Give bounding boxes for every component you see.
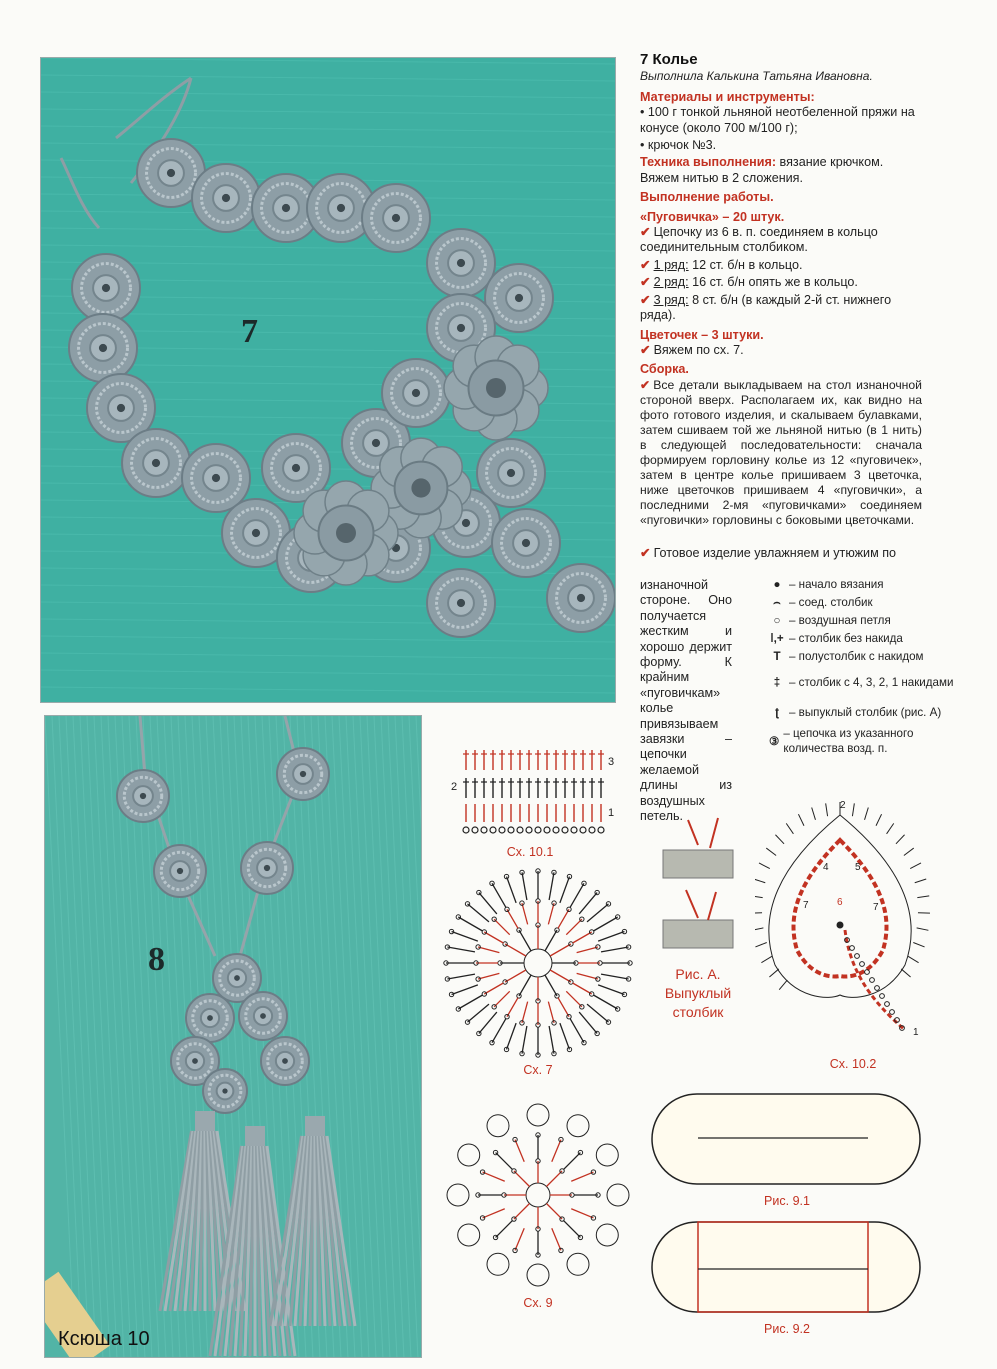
stitch-spoke bbox=[546, 1171, 562, 1187]
rose-core bbox=[486, 378, 506, 398]
chain-stitch bbox=[535, 827, 541, 833]
materials-heading: Материалы и инструменты: bbox=[640, 89, 815, 104]
pendant-image bbox=[45, 716, 422, 1358]
diagram-number: 7 bbox=[803, 900, 809, 911]
start-dot bbox=[837, 922, 844, 929]
chain-stitch bbox=[544, 827, 550, 833]
stitch-spoke bbox=[522, 903, 528, 924]
stitch-spoke bbox=[755, 896, 763, 898]
stitch-spoke bbox=[560, 877, 570, 903]
legend-label: – воздушная петля bbox=[789, 613, 891, 627]
stitch-spoke bbox=[570, 883, 584, 907]
bead-hole bbox=[457, 259, 465, 267]
chain-stitch bbox=[492, 917, 496, 921]
diagram-number: 1 bbox=[913, 1027, 919, 1038]
necklace-image bbox=[41, 58, 616, 703]
pattern-outline bbox=[652, 1222, 920, 1312]
stitch-spoke bbox=[570, 1018, 584, 1042]
stitch-spoke bbox=[458, 995, 482, 1009]
chain-stitch bbox=[463, 827, 469, 833]
bead-hole bbox=[99, 344, 107, 352]
stitch-spoke bbox=[447, 947, 475, 952]
check-icon: ✔ bbox=[640, 342, 651, 357]
chain-stitch bbox=[517, 827, 523, 833]
stitch-spoke bbox=[546, 1203, 562, 1219]
legend-label: – цепочка из указанного количества возд. п. bbox=[783, 727, 914, 755]
stitch-spoke bbox=[917, 896, 929, 898]
legend-row bbox=[765, 629, 965, 647]
chain-stitch bbox=[553, 827, 559, 833]
stitch-spoke bbox=[558, 909, 569, 928]
chain-stitch bbox=[472, 827, 478, 833]
stitch-spoke bbox=[913, 943, 924, 947]
bead-hole bbox=[117, 404, 125, 412]
stitch-spoke bbox=[901, 969, 910, 977]
single-crochet-icon: ǀ,+ bbox=[770, 631, 784, 645]
chain-icon: ○ bbox=[773, 613, 781, 627]
materials-item: • крючок №3. bbox=[640, 138, 717, 153]
stitch-spoke bbox=[587, 904, 608, 922]
chain-stitch bbox=[562, 827, 568, 833]
diagram-number: 4 bbox=[823, 862, 829, 873]
diagram-number: 2 bbox=[840, 800, 846, 811]
stitch-spoke bbox=[468, 904, 489, 922]
stitch-spoke bbox=[904, 848, 914, 855]
picot-loop bbox=[458, 1224, 480, 1246]
legend-row bbox=[765, 575, 965, 593]
necklace-photo bbox=[40, 57, 616, 703]
stitch-spoke bbox=[766, 848, 776, 855]
stitch-spoke bbox=[545, 975, 557, 996]
caption-sx10-1: Сх. 10.1 bbox=[506, 845, 554, 859]
picot-loop bbox=[447, 1184, 469, 1206]
legend-label: – выпуклый столбик (рис. А) bbox=[789, 705, 942, 719]
stitch-spoke bbox=[550, 970, 571, 982]
bead-hole bbox=[282, 1058, 288, 1064]
hook-path bbox=[686, 890, 716, 920]
stitch-spoke bbox=[598, 932, 624, 942]
bead-hole bbox=[292, 464, 300, 472]
bead-hole bbox=[140, 793, 146, 799]
picot-loop bbox=[596, 1224, 618, 1246]
step-prefix: 1 ряд: bbox=[653, 257, 689, 272]
stitch-spoke bbox=[552, 1228, 561, 1250]
stitch-spoke bbox=[519, 930, 531, 951]
chain-stitch bbox=[598, 827, 604, 833]
pendant-photo bbox=[44, 715, 422, 1358]
final-text-a bbox=[640, 546, 922, 561]
stitch-spoke bbox=[798, 814, 804, 826]
stitch-spoke bbox=[915, 879, 926, 883]
stitch-spoke bbox=[484, 983, 503, 994]
chain-stitch bbox=[508, 827, 514, 833]
slip-stitch-icon: ⌢ bbox=[773, 595, 781, 609]
stitch-spoke bbox=[786, 823, 793, 833]
legend-row bbox=[765, 725, 965, 757]
bead-hole bbox=[282, 204, 290, 212]
row-label: 3 bbox=[608, 756, 615, 768]
chain-stitch bbox=[860, 962, 865, 967]
legend-label: – столбик без накида bbox=[789, 631, 903, 645]
stitch-spoke bbox=[549, 1026, 554, 1054]
bead-hole bbox=[222, 194, 230, 202]
chain-stitch bbox=[571, 827, 577, 833]
bead-hole bbox=[177, 868, 183, 874]
stitch-spoke bbox=[587, 1004, 608, 1022]
article-text bbox=[640, 52, 922, 530]
chain-stitch bbox=[855, 954, 860, 959]
stitch-spoke bbox=[507, 1023, 517, 1049]
chain-stitch bbox=[499, 827, 505, 833]
stitch-spoke bbox=[826, 803, 828, 816]
chain-stitch bbox=[880, 994, 885, 999]
chain-stitch bbox=[490, 827, 496, 833]
figure-post-stitch bbox=[658, 810, 738, 960]
hook-path bbox=[688, 818, 718, 848]
chain-stitch bbox=[578, 1150, 582, 1154]
stitch-spoke bbox=[887, 823, 894, 833]
button-heading: «Пуговичка» – 20 штук. bbox=[640, 209, 785, 224]
bead-hole bbox=[372, 439, 380, 447]
rose-core bbox=[336, 523, 356, 543]
picot-loop bbox=[567, 1253, 589, 1275]
technique-heading: Техника выполнения: bbox=[640, 155, 777, 170]
chain-stitch bbox=[493, 1235, 497, 1239]
stitch-spoke bbox=[573, 932, 592, 943]
stitch-spoke bbox=[577, 947, 598, 953]
fabric-swatch bbox=[663, 850, 733, 878]
bead-hole bbox=[152, 459, 160, 467]
stitch-spoke bbox=[812, 807, 816, 819]
stitch-spoke bbox=[515, 1140, 524, 1162]
stitch-spoke bbox=[505, 944, 526, 956]
chain-stitch bbox=[870, 978, 875, 983]
picot-loop bbox=[527, 1264, 549, 1286]
diagram-number: 6 bbox=[837, 897, 843, 908]
work-heading: Выполнение работы. bbox=[640, 190, 774, 205]
picot-loop bbox=[487, 1115, 509, 1137]
caption-sx7: Сх. 7 bbox=[523, 1063, 553, 1077]
stitch-spoke bbox=[505, 970, 526, 982]
diagram-sx7 bbox=[438, 868, 638, 1058]
stitch-spoke bbox=[478, 947, 499, 953]
chain-stitch bbox=[526, 827, 532, 833]
stitch-spoke bbox=[852, 803, 854, 816]
bead-hole bbox=[192, 1058, 198, 1064]
magazine-name: Ксюша 10 bbox=[58, 1328, 150, 1350]
final-text-a-content: Готовое изделие увлажняем и утюжим по bbox=[653, 546, 897, 560]
stitch-spoke bbox=[917, 928, 929, 930]
picot-loop bbox=[607, 1184, 629, 1206]
chain-stitch bbox=[578, 1235, 582, 1239]
photo-number-7: 7 bbox=[241, 313, 258, 350]
row-label: 1 bbox=[608, 807, 615, 819]
bead-hole bbox=[412, 389, 420, 397]
step-prefix: 2 ряд: bbox=[653, 275, 689, 290]
stitch-spoke bbox=[577, 973, 598, 979]
stitch-spoke bbox=[515, 1228, 524, 1250]
stitch-spoke bbox=[755, 879, 765, 883]
stitch-spoke bbox=[492, 883, 506, 907]
bead-hole bbox=[337, 204, 345, 212]
stitch-spoke bbox=[494, 919, 510, 935]
stitch-spoke bbox=[566, 991, 582, 1007]
bead-hole bbox=[212, 474, 220, 482]
article-author: Выполнила Калькина Татьяна Ивановна. bbox=[640, 69, 873, 84]
chain-stitch bbox=[580, 917, 584, 921]
stitch-spoke bbox=[492, 1018, 506, 1042]
stitch-spoke bbox=[563, 1153, 580, 1170]
picot-loop bbox=[567, 1115, 589, 1137]
stitch-spoke bbox=[447, 974, 475, 979]
stitch-spoke bbox=[579, 1012, 597, 1033]
stitch-spoke bbox=[479, 893, 497, 914]
stitch-spoke bbox=[549, 872, 554, 900]
legend-row bbox=[765, 611, 965, 629]
center-ring bbox=[524, 949, 552, 977]
bead-hole bbox=[457, 324, 465, 332]
bead-hole bbox=[577, 594, 585, 602]
caption-ris-9-1: Рис. 9.1 bbox=[764, 1194, 810, 1208]
stitch-spoke bbox=[593, 917, 617, 931]
legend-label: – соед. столбик bbox=[789, 595, 873, 609]
stitch-spoke bbox=[484, 932, 503, 943]
bead-hole bbox=[507, 469, 515, 477]
stitch-spoke bbox=[769, 969, 778, 977]
stitch-spoke bbox=[558, 998, 569, 1017]
stitch-spoke bbox=[452, 932, 478, 942]
stitch-spoke bbox=[775, 835, 784, 844]
bead-hole bbox=[222, 1088, 227, 1093]
center-ring bbox=[526, 1183, 550, 1207]
caption-ris-9-2: Рис. 9.2 bbox=[764, 1322, 810, 1336]
diagram-number: 5 bbox=[855, 862, 861, 873]
legend-label: – начало вязания bbox=[789, 577, 884, 591]
stitch-spoke bbox=[876, 814, 882, 826]
bead-hole bbox=[515, 294, 523, 302]
article-title: 7 Колье bbox=[640, 51, 698, 68]
step-text: Цепочку из 6 в. п. соединяем в кольцо соединительным столбиком. bbox=[640, 225, 878, 255]
legend-row bbox=[765, 699, 965, 725]
half-double-icon: T bbox=[773, 649, 781, 663]
bead-hole bbox=[260, 1013, 266, 1019]
chain-stitch bbox=[481, 827, 487, 833]
stitch-spoke bbox=[483, 1172, 505, 1181]
legend-row bbox=[765, 665, 965, 699]
stitch-spoke bbox=[598, 985, 624, 995]
chain-stitch bbox=[492, 1005, 496, 1009]
stitch-spoke bbox=[522, 872, 527, 900]
treble-icon: ‡ bbox=[773, 675, 781, 689]
chain-stitch bbox=[580, 827, 586, 833]
diagram-sx9 bbox=[438, 1100, 638, 1290]
check-icon: ✔ bbox=[640, 377, 651, 392]
chain-stitch bbox=[865, 970, 870, 975]
flower-heading: Цветочек – 3 штуки. bbox=[640, 327, 764, 342]
stitch-spoke bbox=[601, 947, 629, 952]
chain-stitch bbox=[890, 1010, 895, 1015]
step-text: 16 ст. б/н опять же в кольцо. bbox=[688, 275, 858, 290]
diagram-number: 7 bbox=[873, 902, 879, 913]
stitch-spoke bbox=[759, 863, 770, 869]
stitch-spoke bbox=[522, 1026, 527, 1054]
assembly-text: Все детали выкладываем на стол изнаночной стороной вверх. Располагаем их, как видно на фото готового изделия, и скалываем булавками, затем сшиваем той же льняной нитью (в 1 нить) в следующей последовательности: сначала формируем горловину колье из 12 «пуговичек», затем в центре колье пришиваем 3 цветочка, ниже цветочков пришиваем 4 «пуговички», а последними 2-мя «пуговичками» соединяем «пуговички» горловины с боковыми цветочками. bbox=[640, 377, 922, 527]
fabric-swatch bbox=[663, 920, 733, 948]
picot-loop bbox=[458, 1144, 480, 1166]
picot-loop bbox=[596, 1144, 618, 1166]
step-text: 12 ст. б/н в кольцо. bbox=[688, 257, 803, 272]
bead-hole bbox=[300, 771, 306, 777]
chain-stitch bbox=[850, 946, 855, 951]
stitch-spoke bbox=[519, 975, 531, 996]
stitch-spoke bbox=[507, 998, 518, 1017]
stitch-spoke bbox=[545, 930, 557, 951]
chain-stitch bbox=[493, 1150, 497, 1154]
technique-text: вязание крючком. Вяжем нитью в 2 сложения. bbox=[640, 155, 884, 185]
bead-hole bbox=[457, 599, 465, 607]
stitch-spoke bbox=[496, 1153, 513, 1170]
stitch-spoke bbox=[755, 943, 766, 947]
pattern-outline bbox=[652, 1094, 920, 1184]
legend-label: – столбик с 4, 3, 2, 1 накидами bbox=[789, 675, 954, 689]
step-prefix: 3 ряд: bbox=[653, 292, 689, 307]
stitch-spoke bbox=[548, 903, 554, 924]
dot-icon: ● bbox=[773, 577, 781, 591]
legend-label: – полустолбик с накидом bbox=[789, 649, 924, 663]
stitch-spoke bbox=[566, 919, 582, 935]
stitch-spoke bbox=[779, 980, 787, 990]
caption-sx10-2: Сх. 10.2 bbox=[829, 1057, 877, 1071]
bead-hole bbox=[207, 1015, 213, 1021]
stitch-spoke bbox=[548, 1002, 554, 1023]
stem-row bbox=[845, 930, 905, 1030]
stitch-spoke bbox=[908, 956, 918, 962]
stitch-spoke bbox=[755, 928, 763, 930]
stitch-spoke bbox=[550, 944, 571, 956]
stitch-spoke bbox=[571, 1209, 593, 1218]
stitch-spoke bbox=[494, 991, 510, 1007]
stitch-spoke bbox=[865, 807, 869, 819]
stitch-spoke bbox=[522, 1002, 528, 1023]
chain-stitch bbox=[589, 827, 595, 833]
figure-9-1 bbox=[650, 1092, 922, 1187]
post-stitch-icon: ʈ bbox=[775, 705, 779, 719]
final-text-b: изнаночной стороне. Оно получается жестким и хорошо держит форму. К крайним «пуговичкам» колье привязываем завязки – цепочки желаемой длины из воздушных петель. bbox=[640, 578, 732, 824]
bead-hole bbox=[264, 865, 270, 871]
figure-9-2 bbox=[650, 1220, 922, 1315]
check-icon: ✔ bbox=[640, 292, 651, 307]
stitch-spoke bbox=[579, 893, 597, 914]
picot-loop bbox=[487, 1253, 509, 1275]
bead-hole bbox=[102, 284, 110, 292]
caption-sx9: Сх. 9 bbox=[523, 1296, 553, 1310]
stitch-spoke bbox=[514, 1171, 530, 1187]
stitch-spoke bbox=[479, 1012, 497, 1033]
bead-hole bbox=[462, 519, 470, 527]
stitch-spoke bbox=[458, 917, 482, 931]
chain-stitch bbox=[875, 986, 880, 991]
step-text: 8 ст. б/н (в каждый 2-й ст. нижнего ряда). bbox=[640, 292, 892, 323]
diagram-sx10-1 bbox=[448, 742, 620, 837]
caption-ris-a: Рис. А. Выпуклый столбик bbox=[664, 966, 732, 1020]
flower-text: Вяжем по сх. 7. bbox=[653, 342, 744, 357]
chain-stitch bbox=[885, 1002, 890, 1007]
bead-hole bbox=[252, 529, 260, 537]
stitch-spoke bbox=[552, 1140, 561, 1162]
stitch-spoke bbox=[563, 1220, 580, 1237]
legend-row bbox=[765, 593, 965, 611]
stitch-spoke bbox=[514, 1203, 530, 1219]
stitch-spoke bbox=[496, 1220, 513, 1237]
stitch-spoke bbox=[507, 909, 518, 928]
stitch-spoke bbox=[468, 1004, 489, 1022]
legend-row bbox=[765, 647, 965, 665]
assembly-heading: Сборка. bbox=[640, 362, 689, 377]
stitch-spoke bbox=[452, 985, 478, 995]
diagram-sx10-2 bbox=[755, 800, 935, 1050]
stitch-spoke bbox=[560, 1023, 570, 1049]
stitch-spoke bbox=[478, 973, 499, 979]
bead-hole bbox=[167, 169, 175, 177]
stitch-spoke bbox=[601, 974, 629, 979]
rose-core bbox=[411, 478, 430, 497]
bead-hole bbox=[234, 975, 240, 981]
stitch-spoke bbox=[573, 983, 592, 994]
picot-loop bbox=[527, 1104, 549, 1126]
check-icon: ✔ bbox=[640, 546, 651, 560]
row-label: 2 bbox=[451, 781, 458, 793]
materials-item: • 100 г тонкой льняной неотбеленной пряжи на конусе (около 700 м/100 г); bbox=[640, 105, 915, 135]
check-icon: ✔ bbox=[640, 275, 651, 290]
chain-count-icon: ③ bbox=[768, 734, 780, 748]
check-icon: ✔ bbox=[640, 225, 651, 240]
bead-hole bbox=[522, 539, 530, 547]
stitch-spoke bbox=[571, 1172, 593, 1181]
chain-stitch bbox=[580, 1005, 584, 1009]
stitch-spoke bbox=[593, 995, 617, 1009]
stitch-spoke bbox=[507, 877, 517, 903]
symbol-legend bbox=[765, 575, 965, 757]
bead-hole bbox=[392, 214, 400, 222]
stitch-spoke bbox=[761, 956, 771, 962]
stitch-spoke bbox=[483, 1209, 505, 1218]
stitch-spoke bbox=[896, 835, 905, 844]
photo-number-8: 8 bbox=[148, 941, 165, 978]
check-icon: ✔ bbox=[640, 257, 651, 272]
stitch-spoke bbox=[910, 863, 921, 869]
